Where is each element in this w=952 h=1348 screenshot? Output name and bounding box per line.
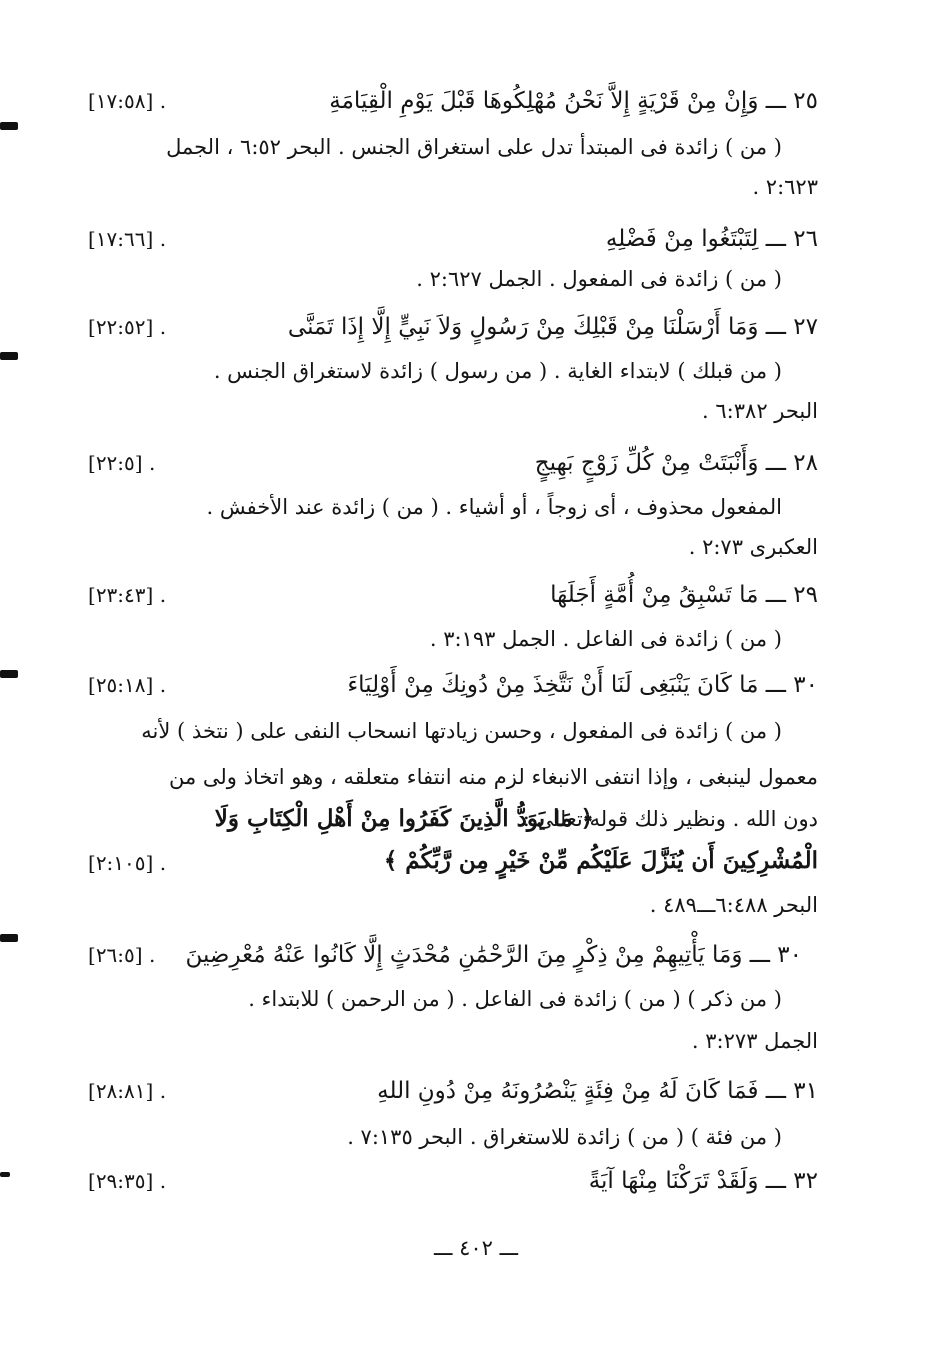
verse-29-reference: [٢٣:٤٣] . <box>88 583 167 607</box>
commentary-line: ( من ) زائدة فى المبتدأ تدل على استغراق الجنس . البحر ٦:٥٢ ، الجمل <box>166 135 782 159</box>
verse-32: ٣٢ ـــ وَلَقَدْ تَرَكْنَا مِنْهَا آيَةً <box>588 1168 818 1194</box>
quoted-verse-line: ﴿ مَا يَوَدُّ الَّذِينَ كَفَرُوا مِنْ أَهْلِ الْكِتَابِ وَلَا <box>214 805 594 832</box>
verse-26: ٢٦ ـــ لِتَبْتَغُوا مِنْ فَضْلِهِ <box>605 226 818 252</box>
verse-29: ٢٩ ـــ مَا تَسْبِقُ مِنْ أُمَّةٍ أَجَلَهَا <box>550 582 818 608</box>
verse-25-reference: [١٧:٥٨] . <box>88 89 167 113</box>
verse-30: ٣٠ ـــ مَا كَانَ يَنْبَغِى لَنَا أَنْ نَتَّخِذَ مِنْ دُونِكَ مِنْ أَوْلِيَاءَ <box>347 672 818 698</box>
verse-25: ٢٥ ـــ وَإِنْ مِنْ قَرْيَةٍ إِلاَّ نَحْنُ مُهْلِكُوهَا قَبْلَ يَوْمِ الْقِيَامَةِ <box>329 88 818 114</box>
quoted-verse-reference: [٢:١٠٥] . <box>88 851 167 875</box>
scan-edge-mark <box>0 934 18 942</box>
scan-edge-mark <box>0 1172 10 1177</box>
scan-edge-mark <box>0 122 18 130</box>
verse-30-second: ٣٠ ـــ وَمَا يَأْتِيهِمْ مِنْ ذِكْرٍ مِنَ الرَّحْمَٰنِ مُحْدَثٍ إِلَّا كَانُوا عَنْهُ مُعْرِضِينَ <box>185 942 802 968</box>
commentary-line: العكبرى ٢:٧٣ . <box>688 535 818 559</box>
commentary-line: ( من ) زائدة فى المفعول ، وحسن زيادتها انسحاب النفى على ( نتخذ ) لأنه <box>141 719 782 743</box>
commentary-line: ( من فئة ) ( من ) زائدة للاستغراق . البحر ٧:١٣٥ . <box>347 1125 782 1149</box>
scan-edge-mark <box>0 352 18 360</box>
commentary-line: المفعول محذوف ، أى زوجاً ، أو أشياء . ( من ) زائدة عند الأخفش . <box>206 495 782 519</box>
verse-26-reference: [١٧:٦٦] . <box>88 227 167 251</box>
verse-30-second-reference: [٢٦:٥] . <box>88 943 156 967</box>
verse-31-reference: [٢٨:٨١] . <box>88 1079 167 1103</box>
verse-32-reference: [٢٩:٣٥] . <box>88 1169 167 1193</box>
commentary-line: البحر ٦:٣٨٢ . <box>702 399 818 423</box>
commentary-line: ( من ) زائدة فى الفاعل . الجمل ٣:١٩٣ . <box>429 627 782 651</box>
commentary-line: دون الله . ونظير ذلك قوله تعالى : <box>522 807 818 831</box>
verse-27: ٢٧ ـــ وَمَا أَرْسَلْنَا مِنْ قَبْلِكَ مِنْ رَسُولٍ وَلاَ نَبِيٍّ إِلَّا إِذَا تَمَنَّى <box>287 314 818 340</box>
verse-30-reference: [٢٥:١٨] . <box>88 673 167 697</box>
verse-28-reference: [٢٢:٥] . <box>88 451 156 475</box>
page-number: ـــ ٤٠٢ ـــ <box>433 1236 519 1260</box>
scan-edge-mark <box>0 670 18 678</box>
quoted-verse-line: الْمُشْرِكِينَ أَن يُنَزَّلَ عَلَيْكُم مِّنْ خَيْرٍ مِن رَّبِّكُمْ ﴾ <box>383 847 818 874</box>
commentary-line: الجمل ٣:٢٧٣ . <box>691 1029 818 1053</box>
commentary-line: ( من ) زائدة فى المفعول . الجمل ٢:٦٢٧ . <box>416 267 782 291</box>
verse-31: ٣١ ـــ فَمَا كَانَ لَهُ مِنْ فِئَةٍ يَنْصُرُونَهُ مِنْ دُونِ اللهِ <box>377 1078 818 1104</box>
commentary-line: البحر ٦:٤٨٨ـــ٤٨٩ . <box>649 893 818 917</box>
commentary-line: ( من ذكر ) ( من ) زائدة فى الفاعل . ( من الرحمن ) للابتداء . <box>248 987 782 1011</box>
commentary-line: ( من قبلك ) لابتداء الغاية . ( من رسول ) زائدة لاستغراق الجنس . <box>213 359 782 383</box>
commentary-line: معمول لينبغى ، وإذا انتفى الانبغاء لزم منه انتفاء متعلقه ، وهو اتخاذ ولى من <box>168 765 818 789</box>
commentary-line: ٢:٦٢٣ . <box>752 175 818 199</box>
verse-27-reference: [٢٢:٥٢] . <box>88 315 167 339</box>
verse-28: ٢٨ ـــ وَأَنْبَتَتْ مِنْ كُلِّ زَوْجٍ بَهِيجٍ <box>534 450 818 476</box>
